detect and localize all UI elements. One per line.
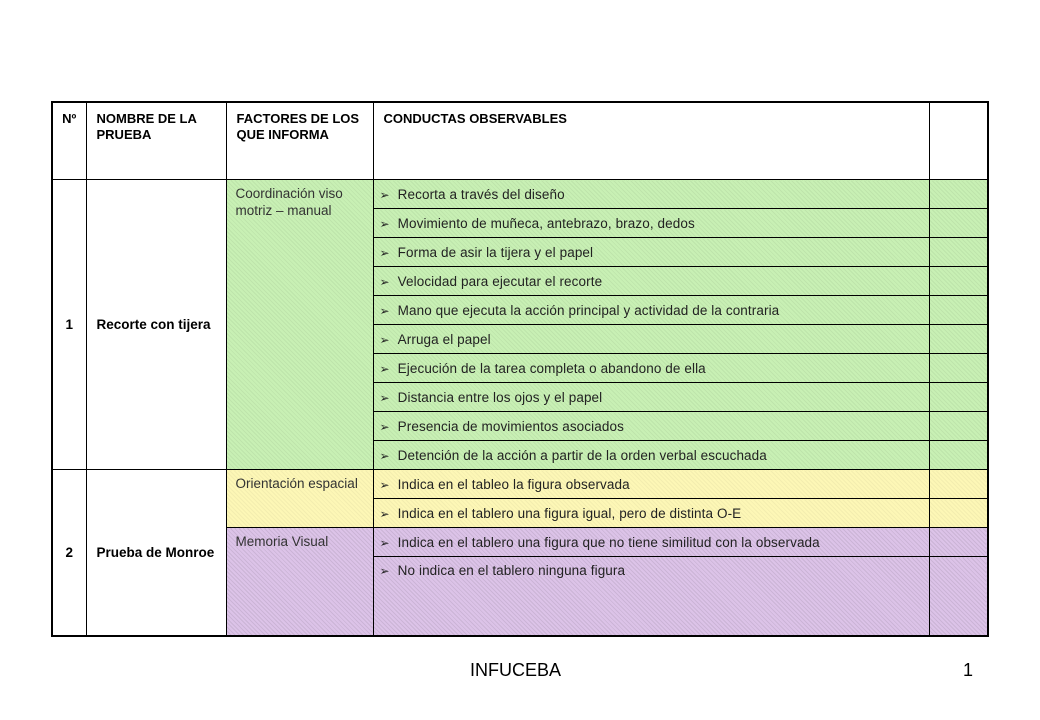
behavior-row	[52, 470, 988, 499]
check-cell	[929, 354, 988, 383]
arrow-bullet-icon: ➢	[379, 535, 390, 550]
page-number: 1	[963, 660, 974, 680]
arrow-bullet-icon: ➢	[379, 448, 390, 463]
behavior-row	[52, 180, 988, 209]
check-cell	[929, 238, 988, 267]
behavior-cell	[373, 528, 929, 557]
behavior-text: Velocidad para ejecutar el recorte	[397, 273, 603, 289]
behavior-cell	[373, 209, 929, 238]
behavior-text: Distancia entre los ojos y el papel	[397, 389, 603, 405]
factor-cell: Orientación espacial	[226, 470, 373, 528]
factor-cell: Coordinación viso motriz – manual	[226, 180, 373, 470]
header-behaviors: CONDUCTAS OBSERVABLES	[373, 102, 929, 180]
check-cell	[929, 267, 988, 296]
check-cell	[929, 499, 988, 528]
behavior-cell	[373, 557, 929, 637]
behavior-text: Detención de la acción a partir de la orden verbal escuchada	[397, 447, 767, 463]
behavior-text: Presencia de movimientos asociados	[397, 418, 624, 434]
arrow-bullet-icon: ➢	[379, 477, 390, 492]
test-name: Prueba de Monroe	[86, 470, 226, 637]
behavior-cell	[373, 354, 929, 383]
behavior-text: No indica en el tablero ninguna figura	[397, 563, 626, 578]
behavior-text: Indica en el tablero una figura que no tiene similitud con la observada	[397, 534, 820, 550]
header-row	[52, 102, 988, 180]
behavior-cell	[373, 412, 929, 441]
behavior-cell	[373, 383, 929, 412]
check-cell	[929, 180, 988, 209]
arrow-bullet-icon: ➢	[379, 216, 390, 231]
footer-org: INFUCEBA	[470, 660, 562, 680]
check-cell	[929, 209, 988, 238]
check-cell	[929, 412, 988, 441]
header-num: Nº	[52, 102, 86, 180]
header-empty	[929, 102, 988, 180]
arrow-bullet-icon: ➢	[379, 245, 390, 260]
behavior-text: Indica en el tableo la figura observada	[397, 476, 630, 492]
check-cell	[929, 325, 988, 354]
behavior-cell	[373, 296, 929, 325]
test-number: 2	[52, 470, 86, 637]
behavior-text: Recorta a través del diseño	[397, 186, 565, 202]
behavior-text: Movimiento de muñeca, antebrazo, brazo, dedos	[397, 215, 695, 231]
factor-cell: Memoria Visual	[226, 528, 373, 637]
arrow-bullet-icon: ➢	[379, 187, 390, 202]
arrow-bullet-icon: ➢	[379, 303, 390, 318]
arrow-bullet-icon: ➢	[379, 564, 390, 578]
check-cell	[929, 441, 988, 470]
behavior-cell	[373, 267, 929, 296]
header-factors: FACTORES DE LOS QUE INFORMA	[226, 102, 373, 180]
behavior-text: Indica en el tablero una figura igual, pero de distinta O-E	[397, 505, 742, 521]
test-number: 1	[52, 180, 86, 470]
evaluation-table	[51, 101, 989, 637]
behavior-cell	[373, 180, 929, 209]
behavior-text: Ejecución de la tarea completa o abandono de ella	[397, 360, 706, 376]
arrow-bullet-icon: ➢	[379, 274, 390, 289]
behavior-cell	[373, 441, 929, 470]
check-cell	[929, 296, 988, 325]
behavior-cell	[373, 325, 929, 354]
behavior-cell	[373, 499, 929, 528]
arrow-bullet-icon: ➢	[379, 506, 390, 521]
behavior-text: Mano que ejecuta la acción principal y actividad de la contraria	[397, 302, 780, 318]
test-name: Recorte con tijera	[86, 180, 226, 470]
arrow-bullet-icon: ➢	[379, 419, 390, 434]
behavior-cell	[373, 238, 929, 267]
arrow-bullet-icon: ➢	[379, 390, 390, 405]
behavior-text: Forma de asir la tijera y el papel	[397, 244, 594, 260]
check-cell	[929, 557, 988, 637]
behavior-text: Arruga el papel	[397, 331, 491, 347]
arrow-bullet-icon: ➢	[379, 332, 390, 347]
header-test-name: NOMBRE DE LA PRUEBA	[86, 102, 226, 180]
arrow-bullet-icon: ➢	[379, 361, 390, 376]
behavior-cell	[373, 470, 929, 499]
check-cell	[929, 383, 988, 412]
check-cell	[929, 528, 988, 557]
check-cell	[929, 470, 988, 499]
